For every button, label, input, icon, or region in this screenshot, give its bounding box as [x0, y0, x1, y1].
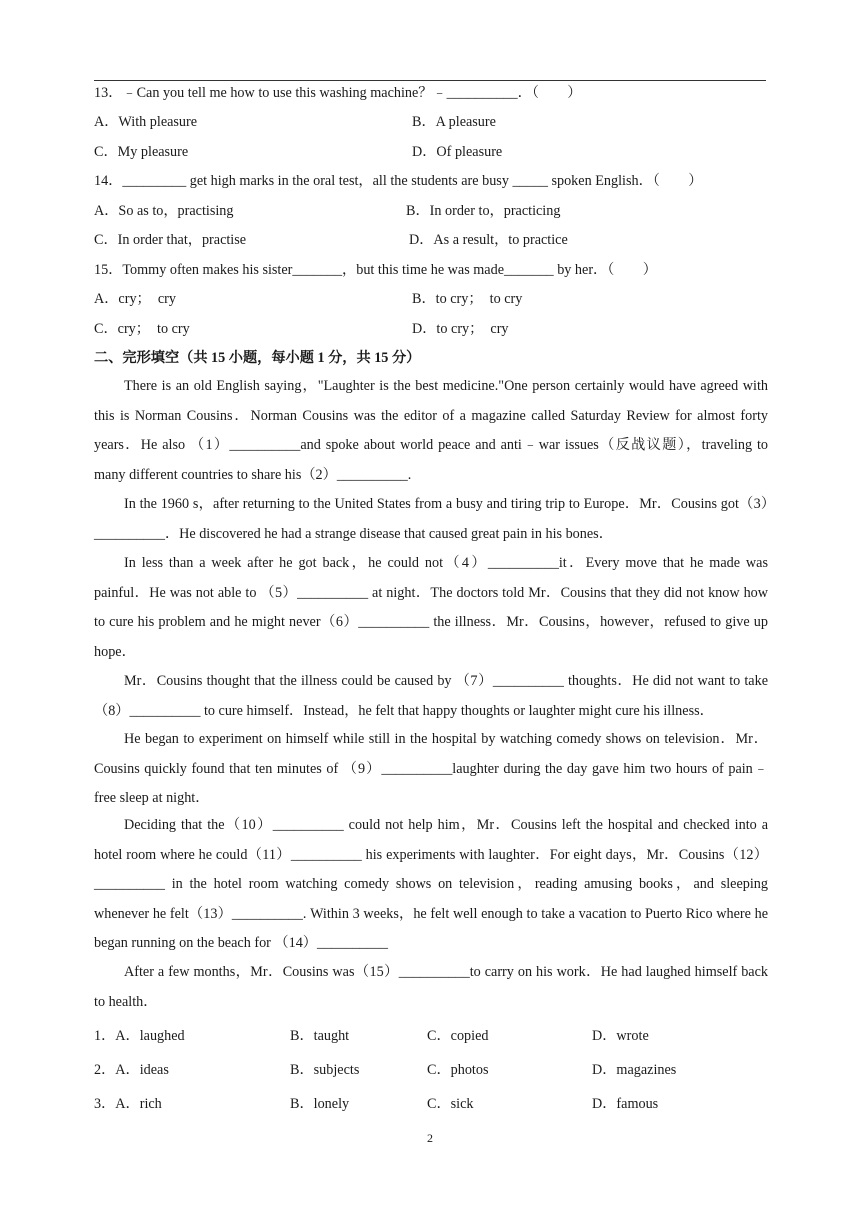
passage-paragraph-6: Deciding that the（10）__________ could not help him，Mr．Cousins left the hospital and checked into a hotel room where he could（11）__________ his experiments with laughter．For eight days，Mr．Cousins（12）__________ in the hotel room watching comedy shows on television，reading amusing books，and sleeping whenever he felt（13）__________. Within 3 weeks，he felt well enough to take a vacation to Puerto Rico where he began running on the beach for （14）__________: [94, 817, 768, 951]
question-13-option-b: B．A pleasure: [412, 114, 496, 130]
question-14-option-a: A．So as to，practising: [94, 203, 234, 219]
answer-1-option-a: 1．A．laughed: [94, 1028, 185, 1044]
answer-1-option-c: C．copied: [427, 1028, 489, 1044]
answer-3-option-a: 3．A．rich: [94, 1096, 162, 1112]
question-15-option-b: B．to cry； to cry: [412, 291, 523, 307]
answer-3-option-d: D．famous: [592, 1096, 659, 1112]
answer-3-option-b: B．lonely: [290, 1096, 350, 1112]
question-14-option-b: B．In order to，practicing: [406, 203, 561, 219]
answer-1-option-b: B．taught: [290, 1028, 350, 1044]
answer-2-option-a: 2．A．ideas: [94, 1062, 169, 1078]
question-14-stem: 14．_________ get high marks in the oral test，all the students are busy _____ spoken English．（ ）: [94, 173, 703, 189]
question-15-option-d: D．to cry； cry: [412, 321, 509, 337]
passage-paragraph-2: In the 1960 s，after returning to the United States from a busy and tiring trip to Europe．Mr．Cousins got（3）__________．He discovered he had a strange disease that caused great pain in his bones．: [94, 496, 768, 542]
section-heading: 二、完形填空（共 15 小题，每小题 1 分，共 15 分）: [94, 350, 421, 366]
page-number: 2: [427, 1131, 433, 1145]
answer-2-option-c: C．photos: [427, 1062, 489, 1078]
answer-3-option-c: C．sick: [427, 1096, 474, 1112]
question-14-option-d: D．As a result，to practice: [409, 232, 568, 248]
answer-1-option-d: D．wrote: [592, 1028, 649, 1044]
question-15-stem: 15．Tommy often makes his sister_______，but this time he was made_______ by her．（ ）: [94, 262, 657, 278]
question-13-option-c: C．My pleasure: [94, 144, 189, 160]
answer-2-option-b: B．subjects: [290, 1062, 360, 1078]
passage-paragraph-4: Mr．Cousins thought that the illness could be caused by （7）__________ thoughts．He did not want to take（8）__________ to cure himself．Instead，he felt that happy thoughts or laughter might cure his illness．: [94, 673, 768, 719]
question-13-option-d: D．Of pleasure: [412, 144, 503, 160]
passage-paragraph-7: After a few months，Mr．Cousins was（15）__________to carry on his work．He had laughed himself back to health．: [94, 964, 768, 1010]
passage-paragraph-1: There is an old English saying，"Laughter is the best medicine."One person certainly would have agreed with this is Norman Cousins．Norman Cousins was the editor of a magazine called Saturday Review for almost forty years．He also （1）__________and spoke about world peace and anti﹣war issues（反战议题），traveling to many different countries to share his（2）__________.: [94, 378, 768, 483]
passage-paragraph-3: In less than a week after he got back，he could not（4）__________it．Every move that he made was painful．He was not able to （5）__________ at night．The doctors told Mr．Cousins that they did not know how to cure his problem and he might never（6）__________ the illness．Mr．Cousins，however，refused to give up hope．: [94, 555, 768, 660]
answer-2-option-d: D．magazines: [592, 1062, 677, 1078]
question-15-option-a: A．cry； cry: [94, 291, 176, 307]
header-rule: [94, 80, 766, 81]
question-13-option-a: A．With pleasure: [94, 114, 198, 130]
question-14-option-c: C．In order that，practise: [94, 232, 247, 248]
question-15-option-c: C．cry； to cry: [94, 321, 190, 337]
passage-paragraph-5: He began to experiment on himself while still in the hospital by watching comedy shows on television．Mr．Cousins quickly found that ten minutes of （9）__________laughter during the day gave him two hours of pain﹣free sleep at night．: [94, 731, 768, 806]
question-13-stem: 13．﹣Can you tell me how to use this washing machine？﹣__________．（ ）: [94, 85, 582, 101]
